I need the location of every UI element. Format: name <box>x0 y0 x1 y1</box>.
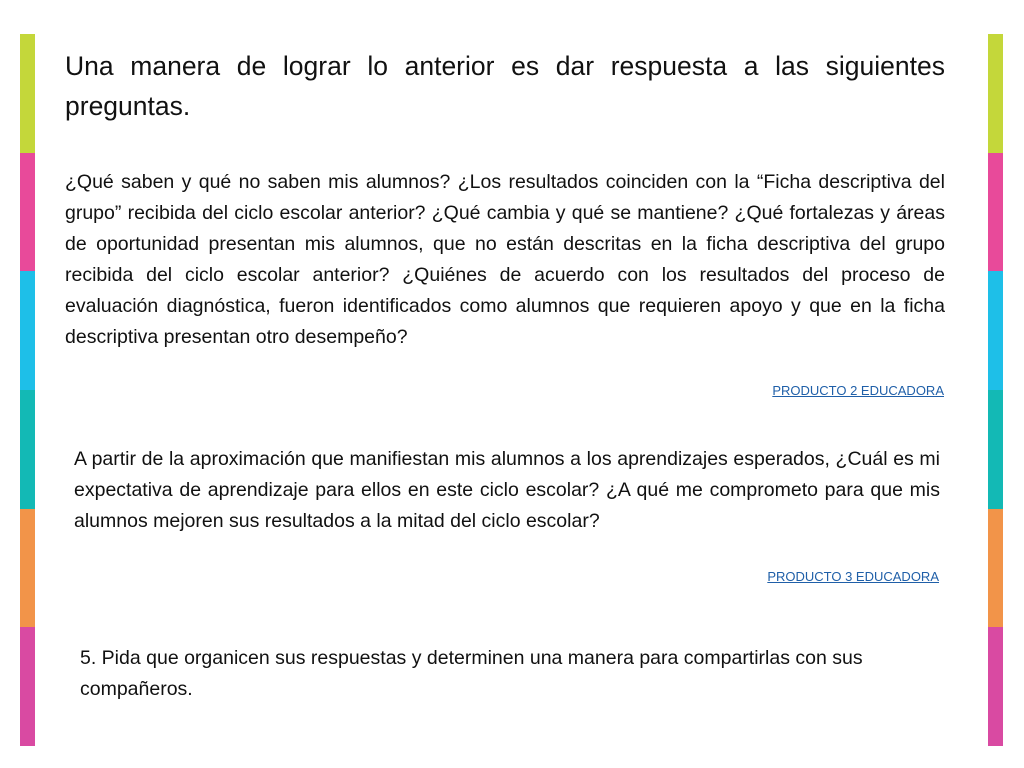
left-bar-segment-3 <box>20 271 35 390</box>
right-bar-segment-5 <box>988 509 1003 628</box>
left-color-bar <box>20 34 35 746</box>
questions-paragraph: ¿Qué saben y qué no saben mis alumnos? ¿Los resultados coinciden con la “Ficha descriptiva del grupo” recibida del ciclo escolar anterior? ¿Qué cambia y qué se mantiene? ¿Qué fortalezas y áreas de oportunidad presentan mis alumnos, que no están descritas en la ficha descriptiva del grupo recibida del ciclo escolar anterior? ¿Quiénes de acuerdo con los resultados del proceso de evaluación diagnóstica, fueron identificados como alumnos que requieren apoyo y que en la ficha descriptiva presentan otro desempeño? <box>65 171 945 348</box>
left-bar-segment-2 <box>20 153 35 272</box>
left-bar-segment-6 <box>20 627 35 746</box>
right-bar-segment-4 <box>988 390 1003 509</box>
instruction-paragraph: 5. Pida que organicen sus respuestas y determinen una manera para compartirlas con sus compañeros. <box>80 647 863 700</box>
right-bar-segment-3 <box>988 271 1003 390</box>
producto-2-link[interactable]: PRODUCTO 2 EDUCADORA <box>772 383 944 398</box>
left-bar-segment-1 <box>20 34 35 153</box>
right-color-bar <box>988 34 1003 746</box>
right-bar-segment-1 <box>988 34 1003 153</box>
right-bar-segment-6 <box>988 627 1003 746</box>
left-bar-segment-5 <box>20 509 35 628</box>
right-bar-segment-2 <box>988 153 1003 272</box>
slide-heading: Una manera de lograr lo anterior es dar respuesta a las siguientes preguntas. <box>65 51 945 121</box>
producto-3-link[interactable]: PRODUCTO 3 EDUCADORA <box>767 569 939 584</box>
left-bar-segment-4 <box>20 390 35 509</box>
expectations-paragraph: A partir de la aproximación que manifiestan mis alumnos a los aprendizajes esperados, ¿Cuál es mi expectativa de aprendizaje para ellos en este ciclo escolar? ¿A qué me comprometo para que mis alumnos mejoren sus resultados a la mitad del ciclo escolar? <box>74 448 940 532</box>
